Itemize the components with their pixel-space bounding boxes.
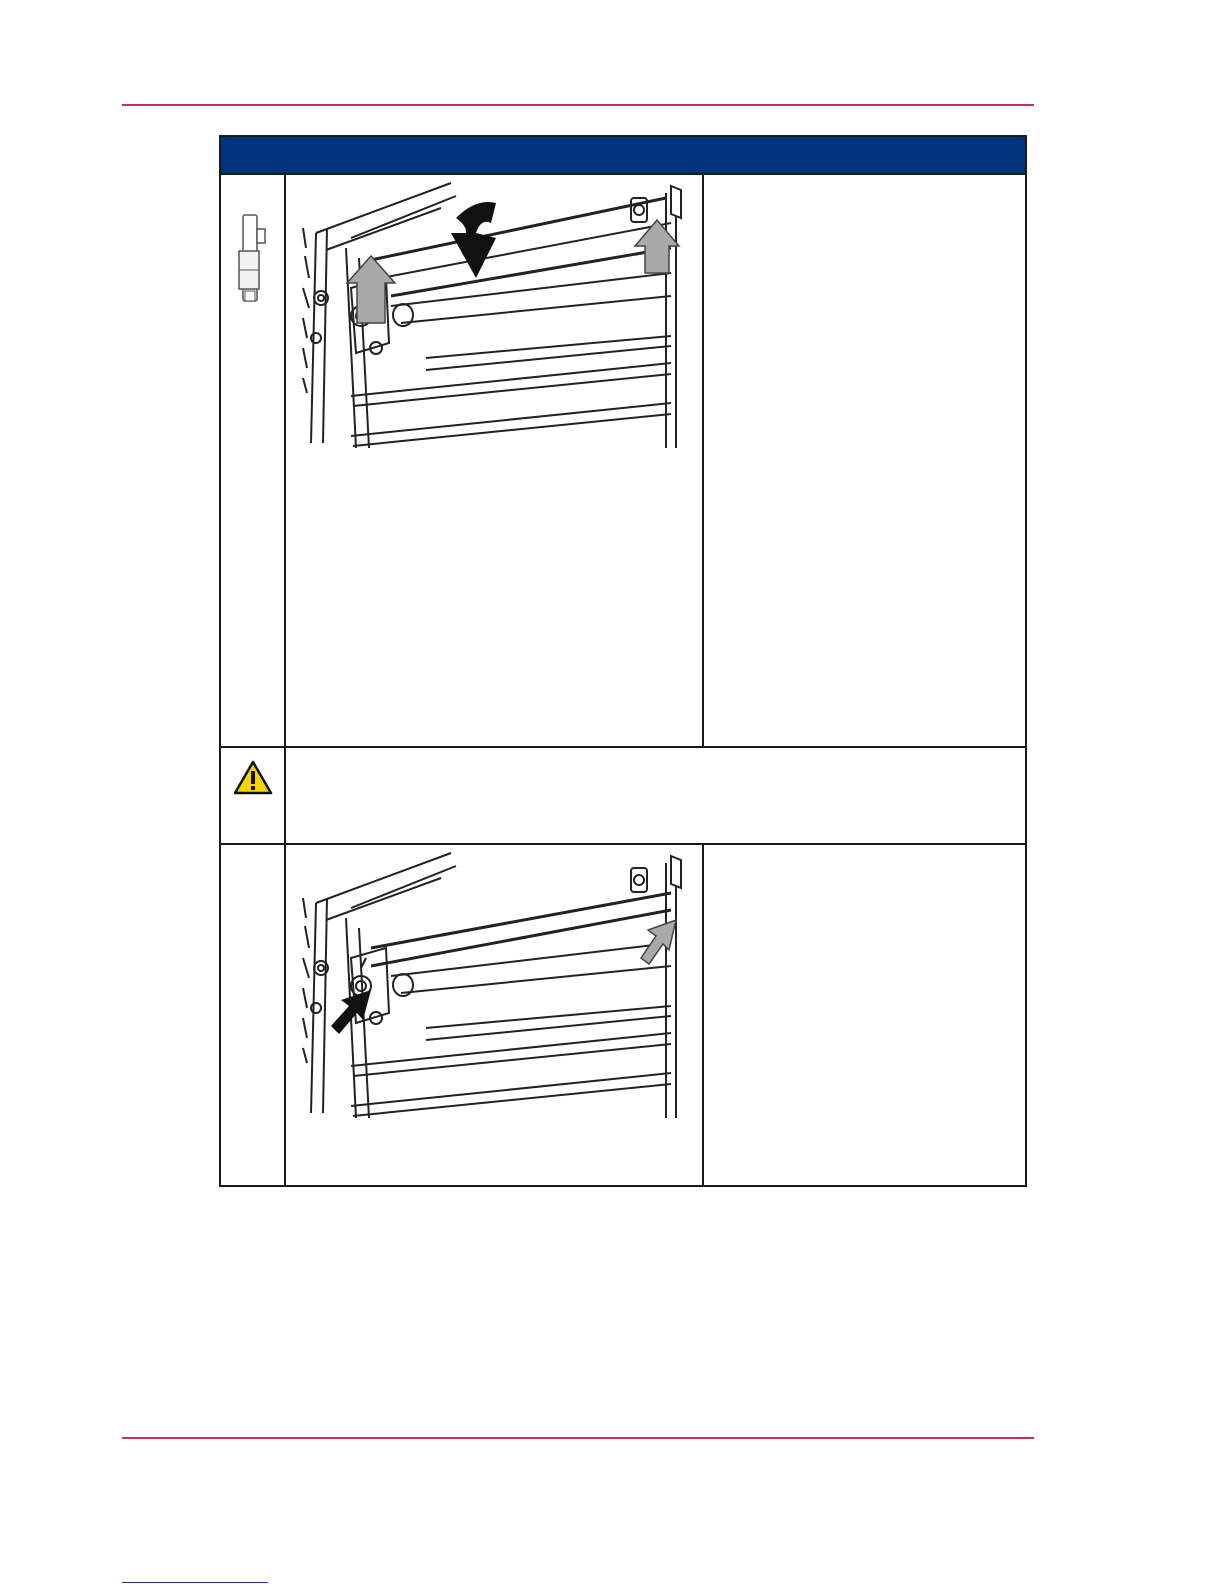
device-icon	[228, 211, 278, 311]
step-icon-cell	[220, 844, 285, 1186]
table-row	[220, 747, 1026, 844]
illustration-cell	[285, 844, 703, 1186]
push-guide-plate-illustration	[291, 848, 686, 1118]
step-icon-cell	[220, 174, 285, 747]
description-cell	[703, 844, 1026, 1186]
footer-link-underline	[122, 1582, 268, 1583]
footer-rule	[122, 1437, 1034, 1439]
description-cell	[703, 174, 1026, 747]
table-row	[220, 844, 1026, 1186]
warning-icon-cell	[220, 747, 285, 844]
table-header	[220, 136, 1026, 174]
header-rule	[122, 104, 1034, 106]
close-guide-plate-illustration	[291, 178, 686, 448]
warning-note	[285, 747, 1026, 844]
procedure-table	[219, 135, 1027, 1187]
warning-icon	[233, 760, 273, 796]
table-row	[220, 174, 1026, 747]
illustration-cell	[285, 174, 703, 747]
